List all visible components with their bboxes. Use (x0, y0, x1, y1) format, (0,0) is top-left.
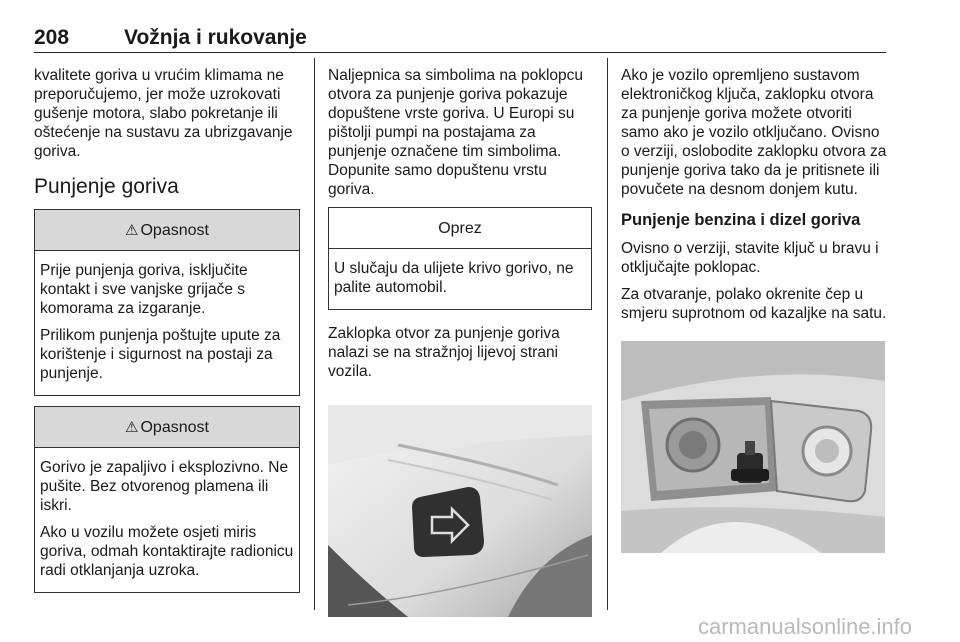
caution-box (328, 207, 592, 310)
watermark: carmanualsonline.info (698, 614, 913, 639)
caution-paragraph: U slučaju da ulijete krivo gorivo, ne palite automobil. (334, 260, 574, 296)
body-paragraph: Ako je vozilo opremljeno sustavom elektroničkog ključa, zaklopku otvora za punjenje goriva možete otvoriti samo ako je vozilo otključano. Ovisno o verziji, oslobodite zaklopku otvora za punjenje goriva tako da je pritisnete ili povučete na desnom donjem kutu. (621, 67, 887, 198)
body-paragraph: Za otvaranje, polako okrenite čep u smjeru suprotnom od kazaljke na satu. (621, 286, 887, 322)
body-paragraph: Naljepnica sa simbolima na poklopcu otvora za punjenje goriva pokazuje dopuštene vrste goriva. U Europi su pištolji pumpi na postajama za punjenje označene tim simbolima. Dopunite samo dopuštenu vrstu goriva. (328, 67, 584, 198)
column-3 (621, 66, 887, 558)
body-paragraph: Zaklopka otvor za punjenje goriva nalazi se na stražnjoj lijevoj strani vozila. (328, 325, 560, 380)
danger-title: Opasnost (140, 221, 209, 239)
page-header (34, 22, 886, 53)
danger-box-header (35, 210, 299, 251)
section-heading: Punjenje goriva (34, 175, 179, 198)
caution-title: Oprez (438, 219, 482, 237)
warning-triangle-icon: ⚠ (125, 221, 139, 239)
fuel-cap-opening-image (621, 341, 885, 553)
danger-box (34, 406, 300, 593)
danger-paragraph: Gorivo je zapaljivo i eksplozivno. Ne pušite. Bez otvorenog plamena ili iskri. (40, 459, 289, 514)
column-2 (328, 66, 592, 622)
danger-paragraph: Prilikom punjenja poštujte upute za korištenje i sigurnost na postaji za punjenje. (40, 327, 281, 382)
danger-box-body (35, 251, 299, 395)
body-paragraph: Ovisno o verziji, stavite ključ u bravu i otključajte poklopac. (621, 240, 879, 276)
danger-box (34, 209, 300, 396)
page-title: Vožnja i rukovanje (124, 26, 307, 49)
subsection-heading: Punjenje benzina i dizel goriva (621, 211, 861, 229)
page-number: 208 (34, 26, 70, 49)
caution-box-header (329, 208, 591, 249)
fuel-flap-location-image (328, 405, 592, 617)
danger-paragraph: Ako u vozilu možete osjeti miris goriva, odmah kontaktirajte radionicu radi otklanjanja uzroka. (40, 524, 294, 579)
danger-box-header (35, 407, 299, 448)
intro-paragraph: kvalitete goriva u vrućim klimama ne preporučujemo, jer može uzrokovati gušenje motora, slabo pokretanje ili oštećenje na sustavu za ubrizgavanje goriva. (34, 67, 293, 160)
danger-title: Opasnost (140, 418, 209, 436)
danger-box-body (35, 448, 299, 592)
danger-paragraph: Prije punjenja goriva, isključite kontakt i sve vanjske grijače s komorama za izgaranje. (40, 262, 248, 317)
column-divider (314, 58, 315, 610)
caution-box-body (329, 249, 591, 309)
column-divider (607, 58, 608, 610)
warning-triangle-icon: ⚠ (125, 418, 139, 436)
column-1 (34, 66, 300, 603)
